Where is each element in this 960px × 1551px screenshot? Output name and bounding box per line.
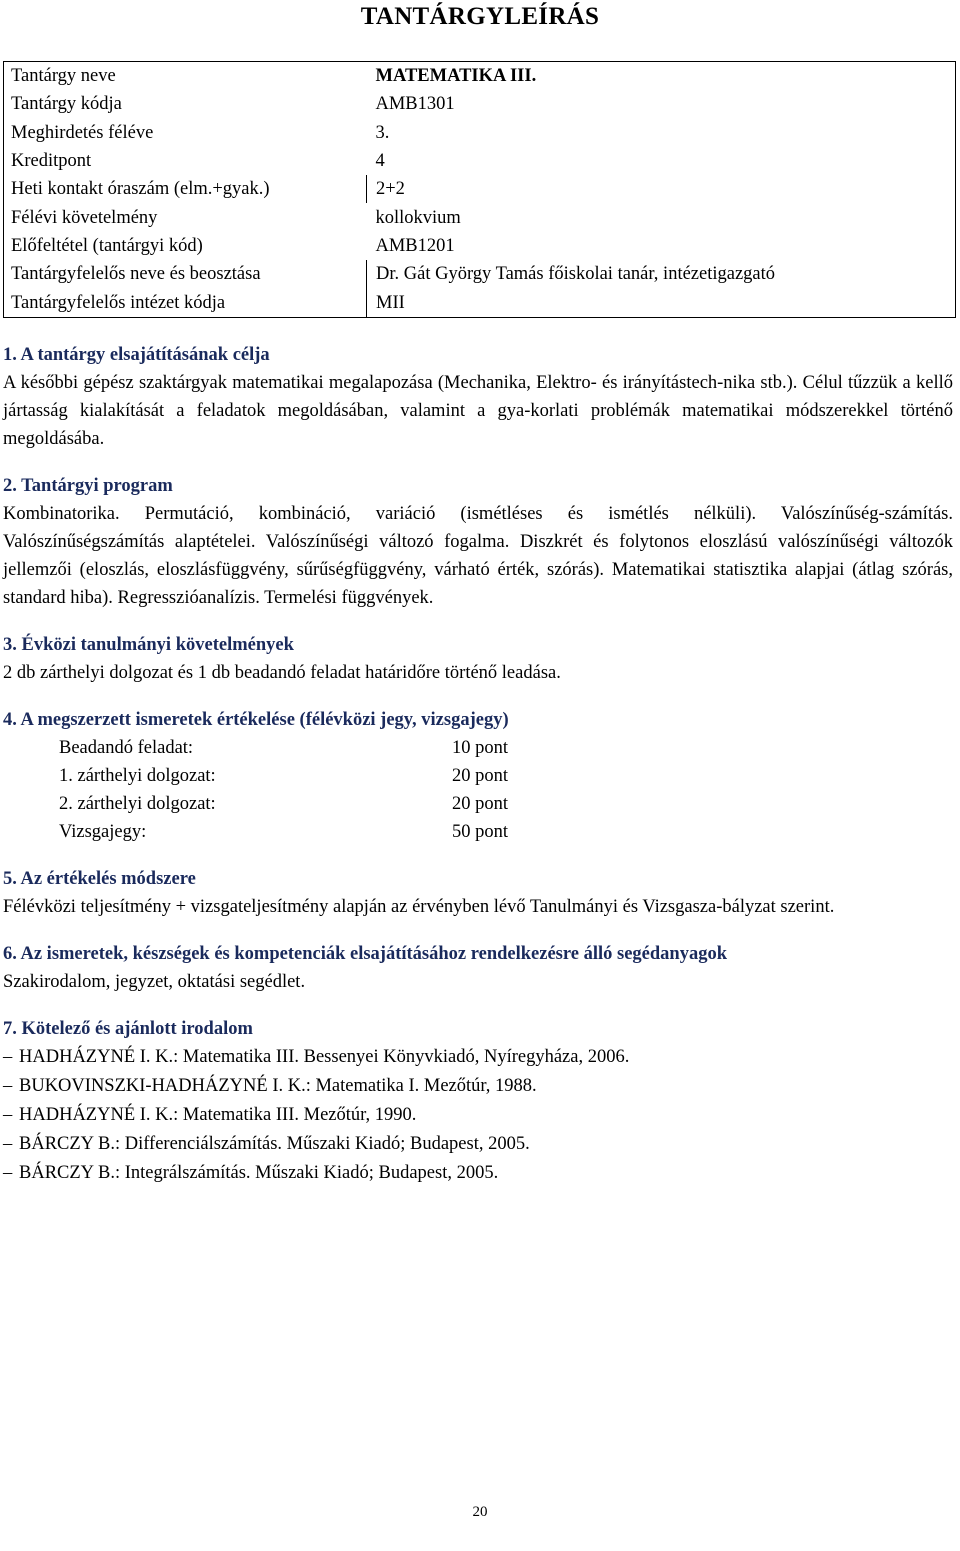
info-row (4, 232, 956, 260)
sections (3, 341, 953, 1207)
info-value: kollokvium (375, 207, 461, 228)
section-text: Szakirodalom, jegyzet, oktatási segédlet. (3, 972, 306, 992)
info-value: Dr. Gát György Tamás főiskolai tanár, intézetigazgató (376, 264, 776, 285)
grade-label: Vizsgajegy: (59, 822, 147, 842)
info-row (4, 90, 956, 118)
section-text: A későbbi gépész szaktárgyak matematikai megalapozása (Mechanika, Elektro- és irányítástech-nika stb.). Célul tűzzük a kellő jártasság kialakítását a feladatok megoldásában, valamint a gya-korlati problémák matematikai módszerekkel történő megoldásába. (3, 373, 953, 449)
section-requirements (3, 631, 953, 687)
reference-item (3, 1072, 953, 1101)
section-text: 2 db zárthelyi dolgozat és 1 db beadandó feladat határidőre történő leadása. (3, 663, 561, 683)
section-heading: 6. Az ismeretek, készségek és kompetenciák elsajátításához rendelkezésre álló segédanyagok (3, 944, 727, 964)
grade-row (59, 818, 953, 846)
info-key: Tantárgy kódja (11, 94, 122, 115)
grade-points: 50 pont (452, 822, 509, 842)
reference-text: BÁRCZY B.: Integrálszámítás. Műszaki Kiadó; Budapest, 2005. (19, 1163, 499, 1183)
info-row (4, 203, 956, 231)
reference-item (3, 1130, 953, 1159)
info-row (4, 260, 956, 288)
reference-text: BUKOVINSZKI-HADHÁZYNÉ I. K.: Matematika I. Mezőtúr, 1988. (19, 1076, 537, 1096)
section-heading: 2. Tantárgyi program (3, 476, 173, 496)
page-number: 20 (472, 1504, 488, 1520)
grade-list (59, 734, 953, 846)
info-key: Félévi követelmény (11, 207, 158, 228)
section-program (3, 472, 953, 612)
info-row (4, 119, 956, 147)
section-heading: 4. A megszerzett ismeretek értékelése (félévközi jegy, vizsgajegy) (3, 710, 509, 730)
dash-bullet: – (3, 1163, 13, 1183)
reference-item (3, 1159, 953, 1188)
section-text: Félévközi teljesítmény + vizsgateljesítmény alapján az érvényben lévő Tanulmányi és Vizsgasza-bályzat szerint. (3, 897, 835, 917)
info-key: Heti kontakt óraszám (elm.+gyak.) (4, 175, 367, 203)
grade-label: 1. zárthelyi dolgozat: (59, 766, 216, 786)
section-heading: 5. Az értékelés módszere (3, 869, 196, 889)
grade-points: 20 pont (452, 794, 509, 814)
section-heading: 1. A tantárgy elsajátításának célja (3, 345, 270, 365)
page-title: TANTÁRGYLEÍRÁS (360, 3, 600, 30)
grade-points: 10 pont (452, 738, 509, 758)
section-materials (3, 940, 953, 996)
info-value: AMB1201 (375, 235, 455, 256)
section-method (3, 865, 953, 921)
info-key: Meghirdetés féléve (11, 122, 154, 143)
info-value: MII (376, 292, 405, 313)
info-row (4, 288, 956, 317)
section-literature (3, 1015, 953, 1188)
section-heading: 3. Évközi tanulmányi követelmények (3, 635, 294, 655)
section-text: Kombinatorika. Permutáció, kombináció, variáció (ismétléses és ismétlés nélküli). Valószínűség-számítás. Valószínűségszámítás alaptételei. Valószínűségi változó fogalma. Diszkrét és folytonos eloszlású valószínűségi változók jellemzői (eloszlás, eloszlásfüggvény, sűrűségfüggvény, várható érték, szórás). Matematikai statisztika alapjai (átlag szórás, standard hiba). Regresszióanalízis. Termelési függvények. (3, 504, 953, 608)
info-key: Tantárgyfelelős intézet kódja (4, 288, 367, 317)
grade-label: Beadandó feladat: (59, 738, 194, 758)
reference-text: BÁRCZY B.: Differenciálszámítás. Műszaki Kiadó; Budapest, 2005. (19, 1134, 530, 1154)
info-key: Előfeltétel (tantárgyi kód) (11, 235, 203, 256)
dash-bullet: – (3, 1105, 13, 1125)
dash-bullet: – (3, 1134, 13, 1154)
dash-bullet: – (3, 1076, 13, 1096)
reference-item (3, 1043, 953, 1072)
info-key: Tantárgyfelelős neve és beosztása (4, 260, 367, 288)
info-key: Kreditpont (11, 151, 92, 172)
grade-row (59, 790, 953, 818)
info-key: Tantárgy neve (11, 66, 116, 87)
info-value: AMB1301 (375, 94, 455, 115)
info-row (4, 147, 956, 175)
info-value: 4 (375, 151, 385, 172)
info-value: MATEMATIKA III. (375, 66, 537, 87)
info-row (4, 62, 956, 91)
reference-text: HADHÁZYNÉ I. K.: Matematika III. Mezőtúr, 1990. (19, 1105, 417, 1125)
info-value: 3. (375, 122, 390, 143)
section-objective (3, 341, 953, 453)
course-info-table (3, 61, 956, 318)
reference-text: HADHÁZYNÉ I. K.: Matematika III. Bessenyei Könyvkiadó, Nyíregyháza, 2006. (19, 1047, 630, 1067)
reference-item (3, 1101, 953, 1130)
dash-bullet: – (3, 1047, 13, 1067)
grade-row (59, 734, 953, 762)
section-heading: 7. Kötelező és ajánlott irodalom (3, 1019, 253, 1039)
info-row (4, 175, 956, 203)
section-evaluation (3, 706, 953, 846)
grade-points: 20 pont (452, 766, 509, 786)
info-value: 2+2 (376, 179, 405, 200)
grade-row (59, 762, 953, 790)
reference-list (3, 1043, 953, 1188)
grade-label: 2. zárthelyi dolgozat: (59, 794, 216, 814)
